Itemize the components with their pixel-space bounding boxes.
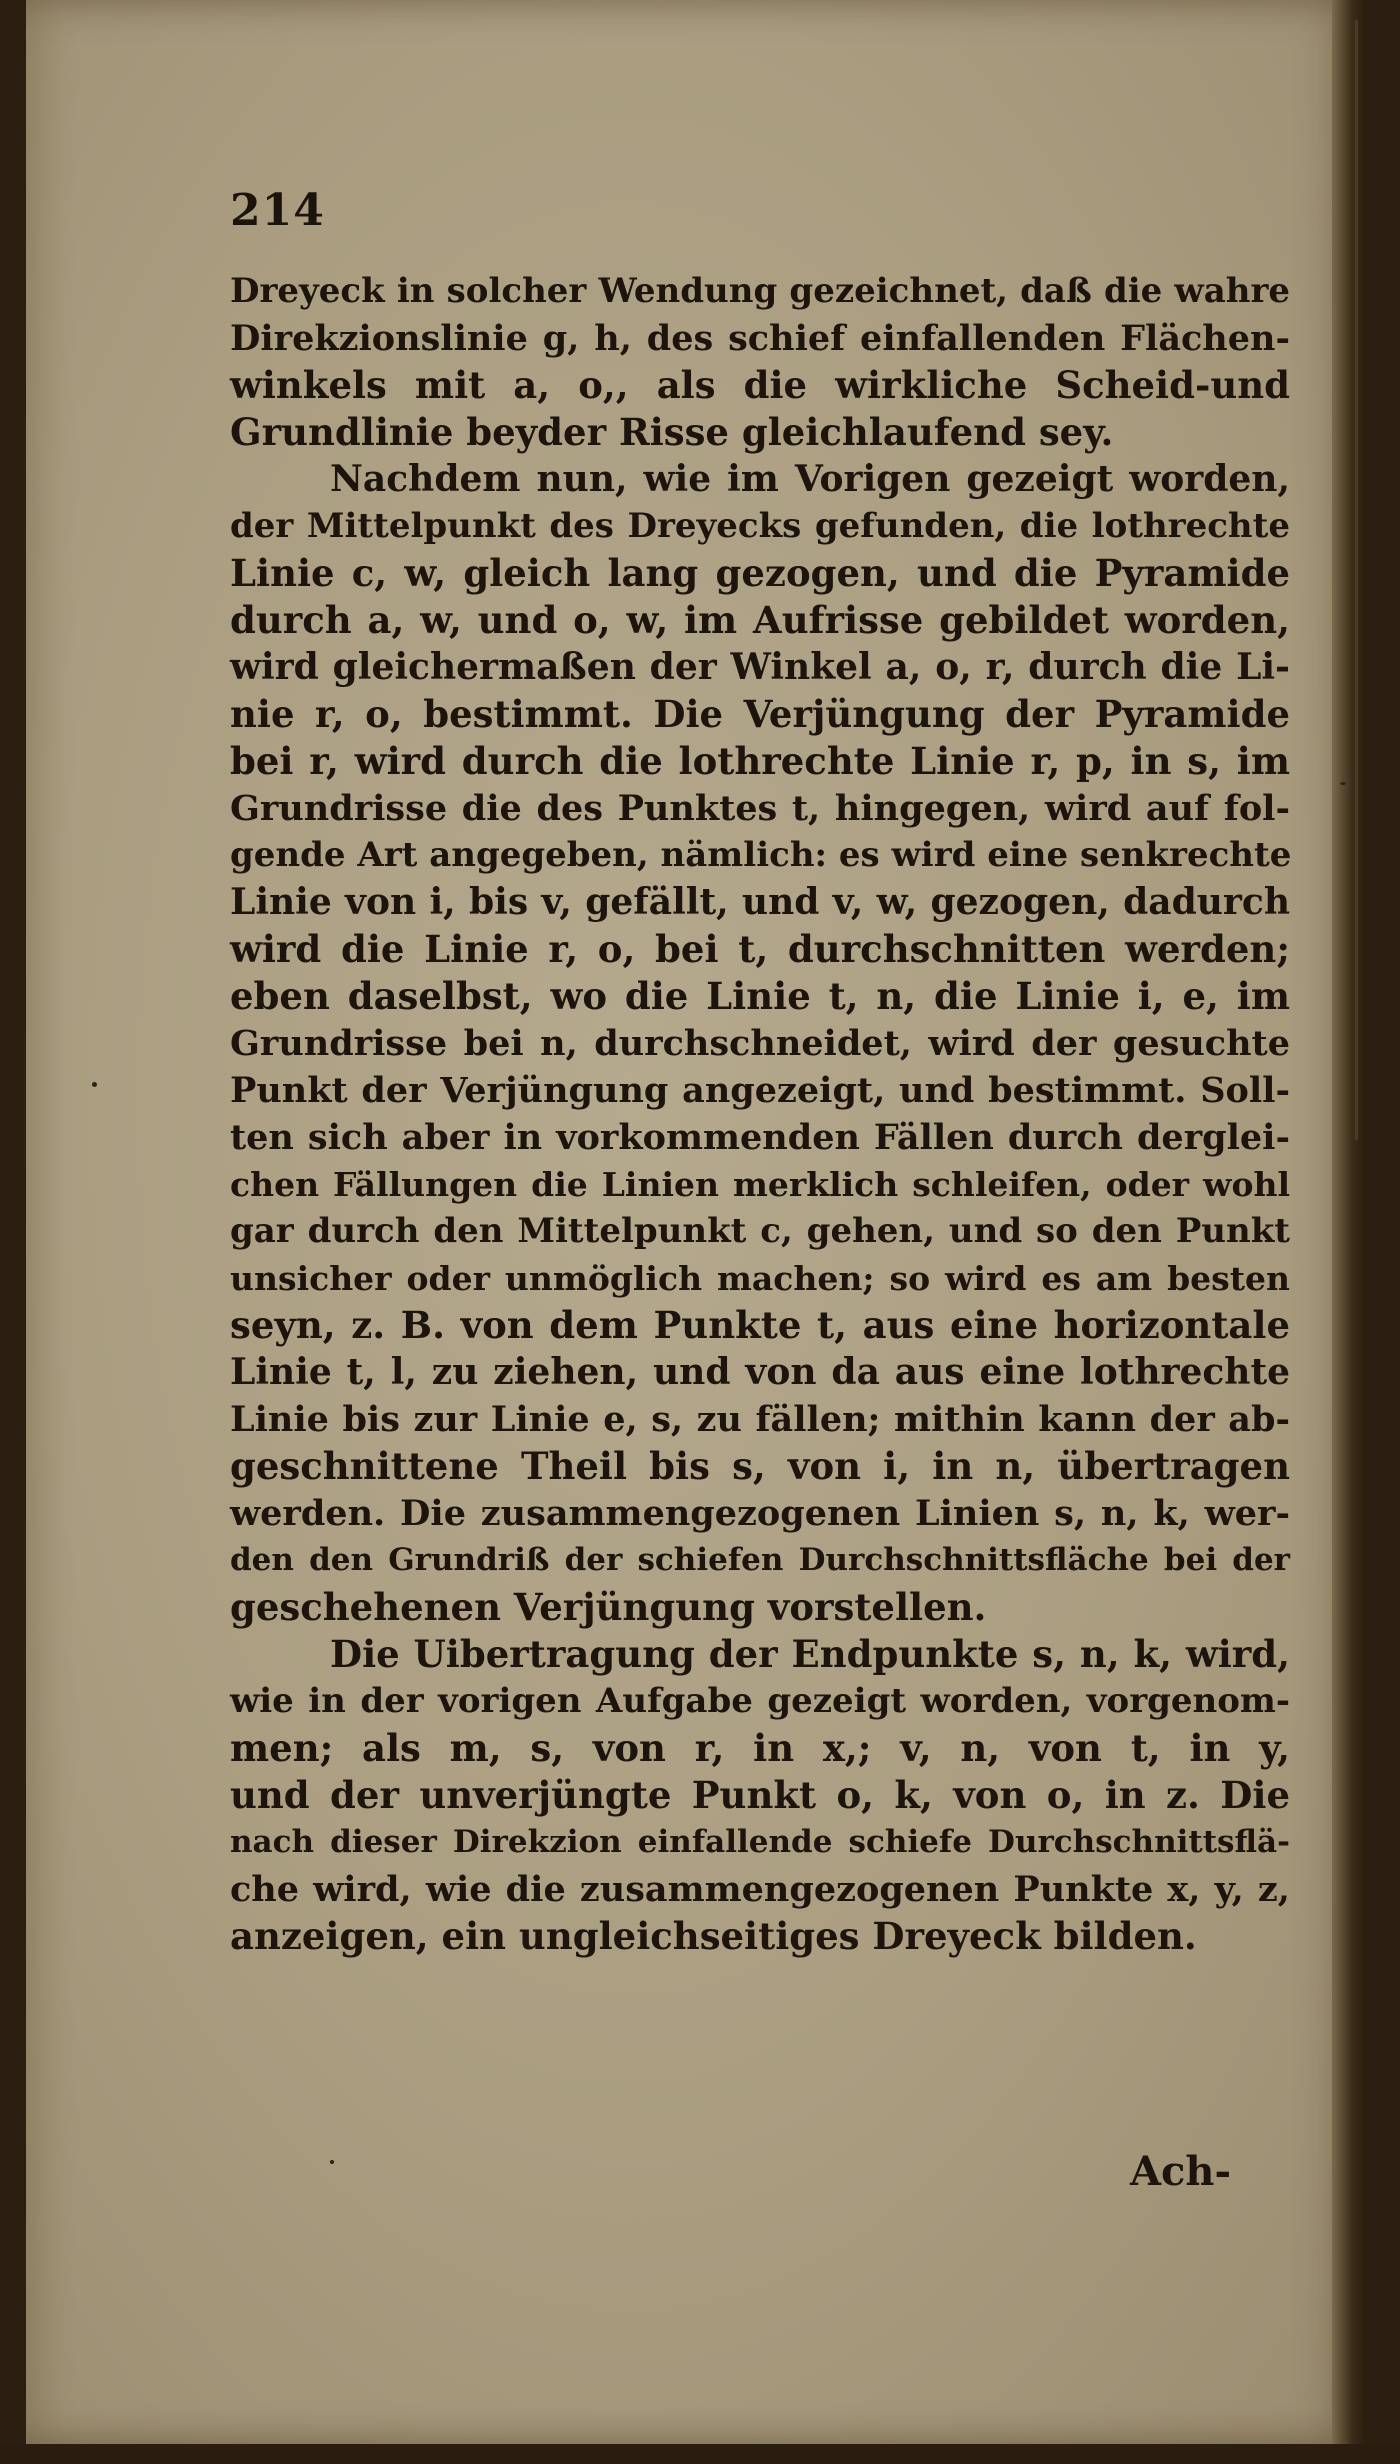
text-line: Grundlinie beyder Risse gleichlaufend sey.: [230, 410, 1114, 454]
text-line: durch a, w, und o, w, im Aufrisse gebildet worden,: [230, 598, 1290, 642]
text-line: gar durch den Mittelpunkt c, gehen, und so den Punkt: [230, 1211, 1290, 1251]
ink-speck: [1340, 782, 1346, 785]
text-line: wird gleichermaßen der Winkel a, o, r, durch die Li-: [230, 646, 1290, 688]
catchword: Ach-: [1130, 2148, 1232, 2195]
text-line: seyn, z. B. von dem Punkte t, aus eine horizontale: [230, 1303, 1290, 1347]
text-line: ten sich aber in vorkommenden Fällen durch derglei-: [230, 1117, 1290, 1158]
ink-speck: [330, 2160, 334, 2164]
text-line: eben daselbst, wo die Linie t, n, die Linie i, e, im: [230, 974, 1290, 1018]
page-number: 214: [230, 185, 325, 236]
text-line: wie in der vorigen Aufgabe gezeigt worden, vorgenom-: [230, 1681, 1290, 1721]
book-gutter: [1332, 0, 1366, 2444]
gutter-edge: [1355, 20, 1358, 1140]
text-line: Direkzionslinie g, h, des schief einfallenden Flächen-: [230, 318, 1290, 359]
text-line: unsicher oder unmöglich machen; so wird es am besten: [230, 1259, 1290, 1298]
text-line: winkels mit a, o,, als die wirkliche Scheid-und: [230, 363, 1290, 407]
ink-speck: [92, 1082, 97, 1087]
text-line: men; als m, s, von r, in x,; v, n, von t, in y,: [230, 1726, 1290, 1770]
text-line: Linie t, l, zu ziehen, und von da aus eine lothrechte: [230, 1351, 1290, 1393]
text-line: bei r, wird durch die lothrechte Linie r, p, in s, im: [230, 739, 1290, 783]
text-line: Linie bis zur Linie e, s, zu fällen; mithin kann der ab-: [230, 1399, 1290, 1440]
text-line: Linie von i, bis v, gefällt, und v, w, gezogen, dadurch: [230, 881, 1290, 923]
text-line: Grundrisse die des Punktes t, hingegen, wird auf fol-: [230, 788, 1290, 829]
body-text: [230, 268, 1290, 1960]
text-line: geschnittene Theil bis s, von i, in n, übertragen: [230, 1444, 1290, 1488]
text-line: Punkt der Verjüngung angezeigt, und bestimmt. Soll-: [230, 1070, 1290, 1111]
text-line: nach dieser Direkzion einfallende schiefe Durchschnittsflä-: [230, 1824, 1290, 1860]
text-line: Nachdem nun, wie im Vorigen gezeigt worden,: [330, 458, 1290, 500]
text-line: Linie c, w, gleich lang gezogen, und die Pyramide: [230, 551, 1290, 595]
text-line: Dreyeck in solcher Wendung gezeichnet, daß die wahre: [230, 271, 1290, 311]
text-line: Die Uibertragung der Endpunkte s, n, k, wird,: [330, 1632, 1290, 1676]
text-line: gende Art angegeben, nämlich: es wird eine senkrechte: [230, 835, 1292, 875]
text-line: nie r, o, bestimmt. Die Verjüngung der Pyramide: [230, 692, 1290, 736]
text-line: chen Fällungen die Linien merklich schleifen, oder wohl: [230, 1165, 1290, 1204]
text-line: wird die Linie r, o, bei t, durchschnitten werden;: [230, 927, 1290, 971]
text-line: geschehenen Verjüngung vorstellen.: [230, 1585, 987, 1629]
text-line: anzeigen, ein ungleichseitiges Dreyeck bilden.: [230, 1914, 1197, 1958]
text-line: und der unverjüngte Punkt o, k, von o, in z. Die: [230, 1773, 1290, 1817]
text-line: der Mittelpunkt des Dreyecks gefunden, die lothrechte: [230, 506, 1290, 546]
text-line: Grundrisse bei n, durchschneidet, wird der gesuchte: [230, 1023, 1290, 1064]
text-line: che wird, wie die zusammengezogenen Punkte x, y, z,: [230, 1869, 1290, 1910]
text-line: den den Grundriß der schiefen Durchschnittsfläche bei der: [230, 1542, 1290, 1578]
page-bottom-edge: [0, 2444, 1400, 2464]
text-line: werden. Die zusammengezogenen Linien s, n, k, wer-: [230, 1493, 1290, 1534]
